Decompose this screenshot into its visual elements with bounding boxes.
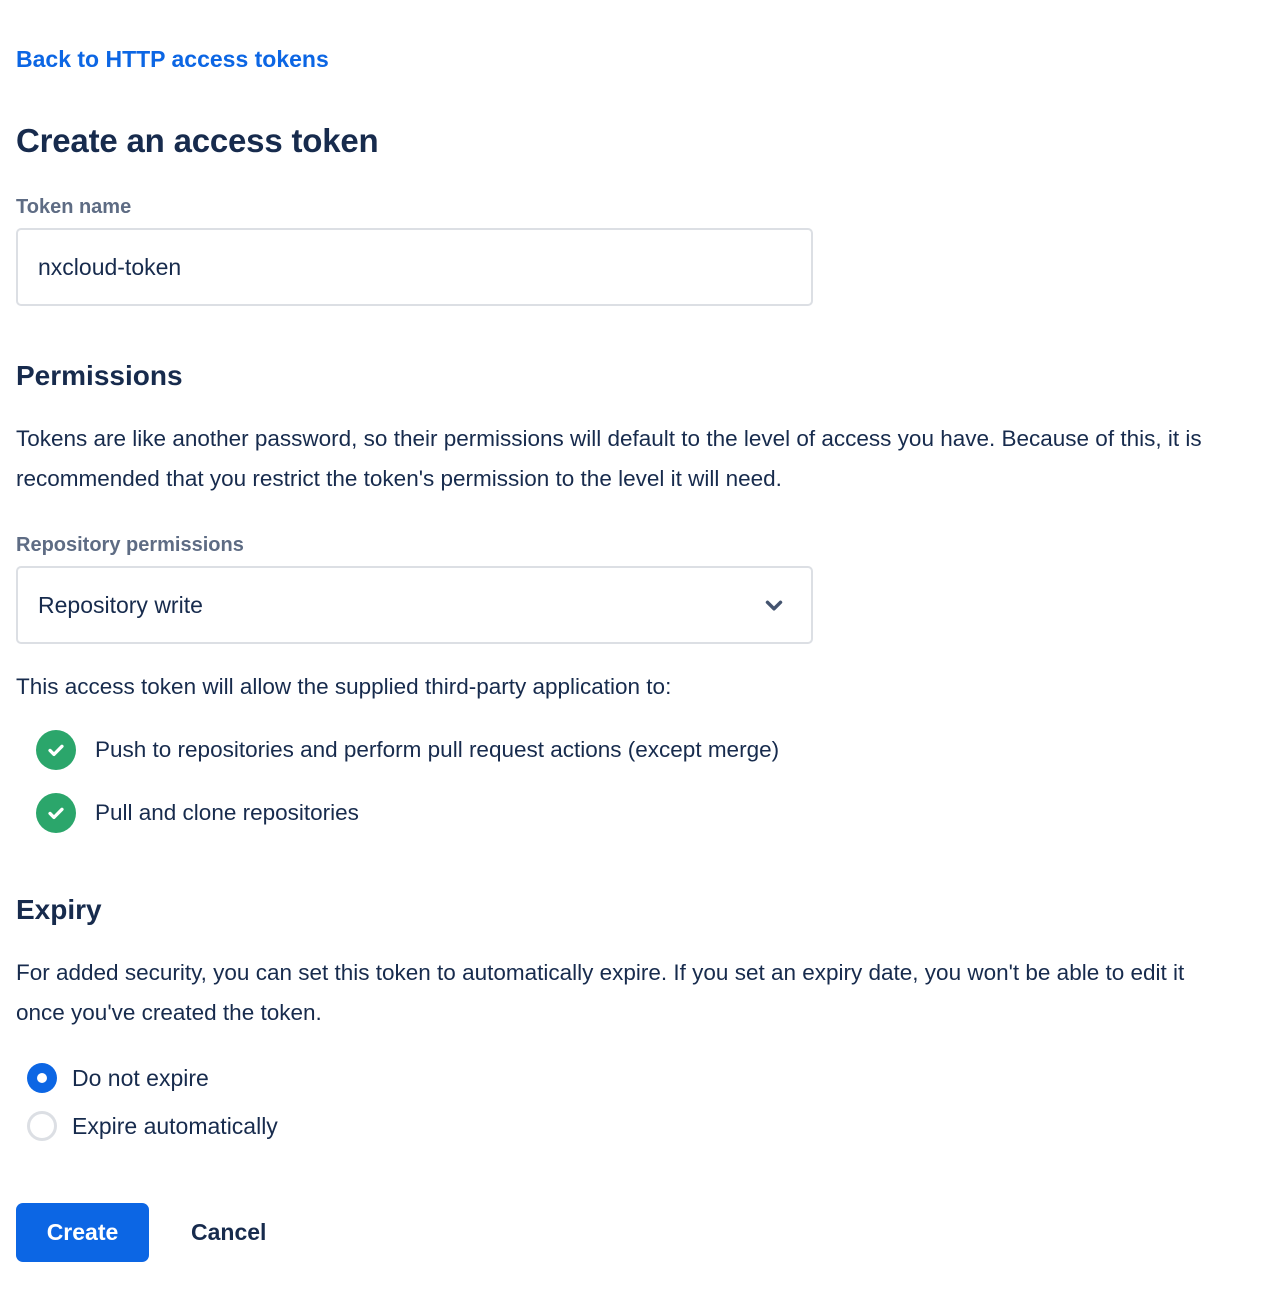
expiry-description: For added security, you can set this token to automatically expire. If you set an expiry date, you won't be able to edit it once you've created the token. bbox=[16, 960, 1185, 1025]
radio-selected-icon[interactable] bbox=[27, 1063, 57, 1093]
form-actions bbox=[16, 1203, 1258, 1262]
capability-list bbox=[16, 730, 1258, 833]
create-button[interactable]: Create bbox=[16, 1203, 149, 1262]
permissions-heading: Permissions bbox=[16, 360, 183, 391]
capability-item-pull bbox=[36, 793, 1258, 833]
radio-option-expire-automatically[interactable] bbox=[27, 1111, 1258, 1141]
repository-permissions-select[interactable] bbox=[16, 566, 813, 644]
radio-option-do-not-expire[interactable] bbox=[27, 1063, 1258, 1093]
radio-unselected-icon[interactable] bbox=[27, 1111, 57, 1141]
expiry-heading: Expiry bbox=[16, 894, 102, 925]
cancel-button[interactable]: Cancel bbox=[191, 1219, 267, 1245]
radio-label: Do not expire bbox=[72, 1065, 209, 1091]
repository-permissions-label: Repository permissions bbox=[16, 534, 244, 556]
capability-item-push bbox=[36, 730, 1258, 770]
token-name-label: Token name bbox=[16, 196, 132, 218]
check-circle-icon bbox=[36, 793, 76, 833]
capability-text: Push to repositories and perform pull request actions (except merge) bbox=[95, 737, 780, 762]
token-name-input[interactable] bbox=[16, 228, 813, 306]
repository-permissions-selected-value: Repository write bbox=[38, 591, 203, 618]
radio-label: Expire automatically bbox=[72, 1113, 278, 1139]
check-circle-icon bbox=[36, 730, 76, 770]
expiry-radio-group bbox=[16, 1063, 1258, 1141]
back-to-http-access-tokens-link[interactable]: Back to HTTP access tokens bbox=[16, 46, 329, 72]
capability-text: Pull and clone repositories bbox=[95, 800, 359, 825]
chevron-down-icon bbox=[761, 592, 787, 618]
page-title: Create an access token bbox=[16, 122, 379, 159]
permissions-description: Tokens are like another password, so their permissions will default to the level of access you have. Because of this, it is recommended that you restrict the token's permission to the level it will need. bbox=[16, 426, 1202, 491]
token-capabilities-intro: This access token will allow the supplied third-party application to: bbox=[16, 674, 672, 699]
